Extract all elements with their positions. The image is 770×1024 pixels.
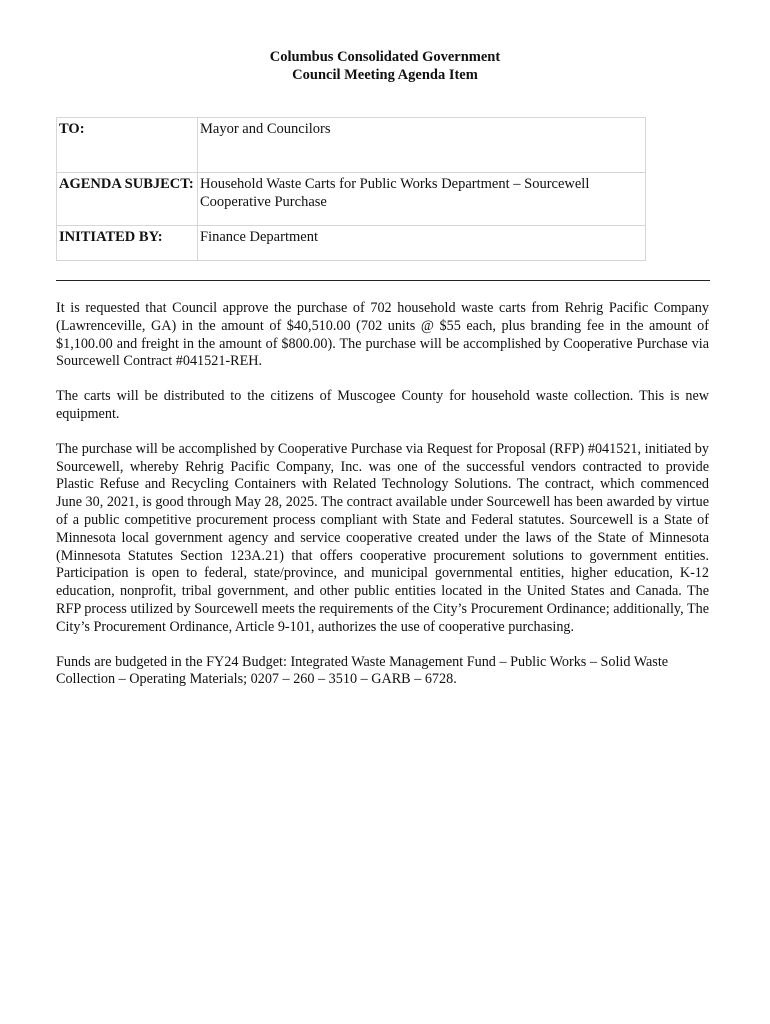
to-value: Mayor and Councilors (198, 118, 646, 173)
section-divider (56, 280, 710, 281)
procurement-paragraph: The purchase will be accomplished by Cooperative Purchase via Request for Proposal (RFP) #041521, initiated by Sourcewell, whereby Rehrig Pacific Company, Inc. was one of the successful vendors contracted to provide Plastic Refuse and Recycling Containers with Related Technology Solutions. The contract, which commenced June 30, 2021, is good through May 28, 2025. The contract available under Sourcewell has been awarded by virtue of a public competitive procurement process compliant with State and Federal statutes. Sourcewell is a State of Minnesota local government agency and service cooperative created under the laws of the State of Minnesota (Minnesota Statutes Section 123A.21) that offers cooperative procurement solutions to government entities. Participation is open to federal, state/province, and municipal governmental entities, higher education, K-12 education, nonprofit, tribal government, and other public entities located in the United States and Canada. The RFP process utilized by Sourcewell meets the requirements of the City’s Procurement Ordinance; additionally, The City’s Procurement Ordinance, Article 9-101, authorizes the use of cooperative purchasing. (56, 440, 709, 635)
document-header (0, 48, 770, 84)
initiated-by-value: Finance Department (198, 226, 646, 261)
organization-title: Columbus Consolidated Government (269, 49, 501, 65)
table-row (57, 173, 646, 226)
funding-paragraph: Funds are budgeted in the FY24 Budget: Integrated Waste Management Fund – Public Works – Solid Waste Collection – Operating Materials; 0207 – 260 – 3510 – GARB – 6728. (56, 653, 669, 688)
distribution-paragraph: The carts will be distributed to the citizens of Muscogee County for household waste collection. This is new equipment. (56, 388, 709, 422)
agenda-subject-label: AGENDA SUBJECT: (57, 173, 198, 226)
table-row (57, 118, 646, 173)
agenda-subject-value: Household Waste Carts for Public Works Department – Sourcewell Cooperative Purchase (198, 173, 646, 226)
table-row (57, 226, 646, 261)
agenda-info-table (56, 117, 646, 261)
initiated-by-label: INITIATED BY: (57, 226, 198, 261)
to-label: TO: (57, 118, 198, 173)
document-body (56, 300, 709, 706)
document-title: Council Meeting Agenda Item (292, 67, 478, 83)
request-paragraph: It is requested that Council approve the purchase of 702 household waste carts from Rehrig Pacific Company (Lawrenceville, GA) in the amount of $40,510.00 (702 units @ $55 each, plus branding fee in the amount of $1,100.00 and freight in the amount of $800.00). The purchase will be accomplished by Cooperative Purchase via Sourcewell Contract #041521-REH. (56, 300, 709, 370)
